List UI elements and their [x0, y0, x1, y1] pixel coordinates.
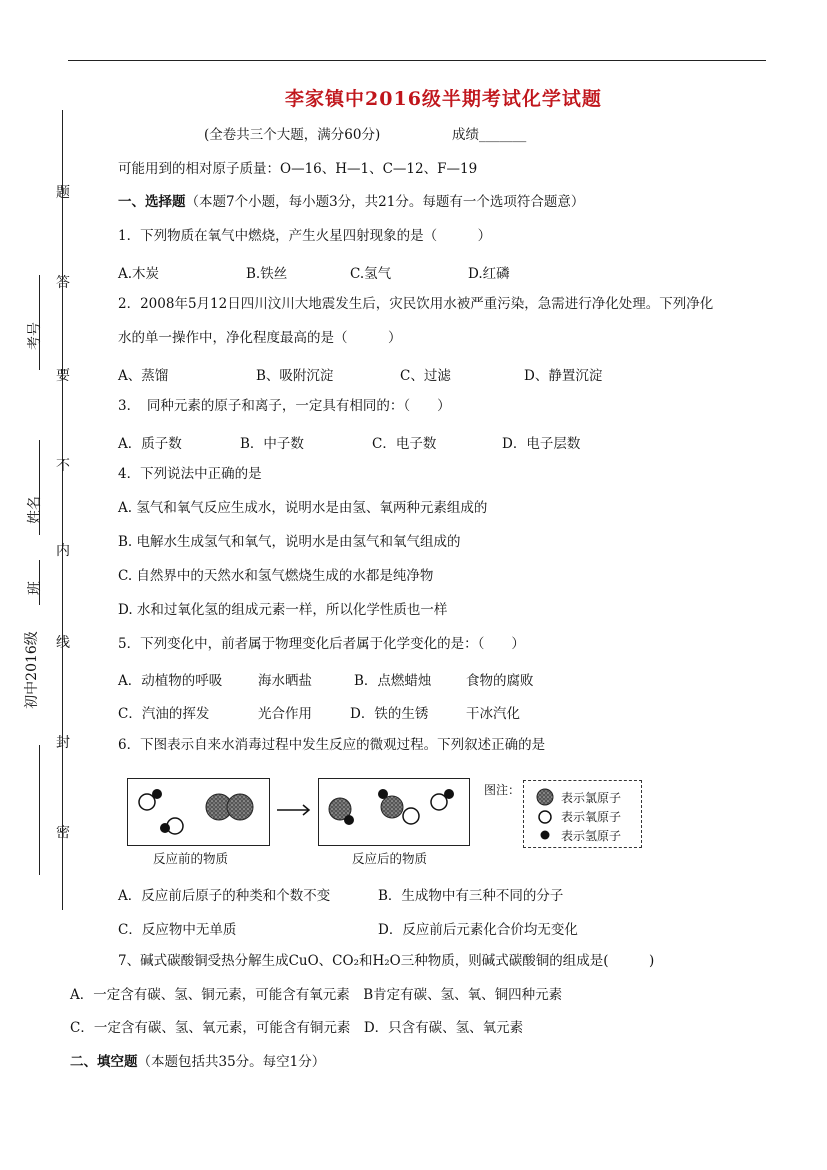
q2-option-a: A、蒸馏 [118, 368, 169, 384]
field-exam-number: 考号 [27, 322, 43, 350]
q4-stem: 4．下列说法中正确的是 [118, 466, 262, 482]
q5-option-b1: B．点燃蜡烛 [354, 673, 432, 689]
q6-option-d: D．反应前后元素化合价均无变化 [378, 922, 578, 938]
after-caption: 反应后的物质 [352, 851, 428, 866]
q5-option-c2: 光合作用 [258, 706, 312, 722]
q4-option-a: A. 氢气和氧气反应生成水，说明水是由氢、氧两种元素组成的 [118, 500, 488, 516]
score-field [452, 126, 526, 144]
q2-option-b: B、吸附沉淀 [256, 368, 334, 384]
seal-char-2: 答 [56, 275, 70, 291]
header-rule [68, 60, 766, 61]
q6-stem: 6．下图表示自来水消毒过程中发生反应的微观过程。下列叙述正确的是 [118, 737, 546, 753]
seal-char-4: 不 [56, 458, 70, 474]
hclo-molecule [378, 789, 419, 824]
field-class: 班 [27, 581, 43, 595]
legend-title: 图注： [484, 783, 521, 797]
q1-option-a: A.木炭 [118, 266, 160, 282]
q1-option-d: D.红磷 [468, 266, 510, 282]
section1-heading: 一、选择题 [118, 194, 186, 210]
q3-option-a: A．质子数 [118, 436, 182, 452]
seal-char-6: 线 [56, 635, 70, 651]
seal-char-7: 封 [56, 735, 70, 751]
q2-stem-cont: 水的单一操作中，净化程度最高的是（ ） [118, 330, 402, 346]
q5-option-b2: 食物的腐败 [466, 673, 534, 689]
q1-option-b: B.铁丝 [246, 266, 288, 282]
binding-line [62, 110, 63, 910]
q5-option-d1: D．铁的生锈 [350, 706, 429, 722]
hcl-molecule [329, 798, 354, 825]
q5-option-c1: C．汽油的挥发 [118, 706, 210, 722]
before-caption: 反应前的物质 [153, 851, 229, 866]
q1-option-c: C.氢气 [350, 266, 392, 282]
reaction-diagram [127, 776, 643, 868]
q5-option-d2: 干冰汽化 [466, 706, 520, 722]
q2-option-d: D、静置沉淀 [524, 368, 603, 384]
q3-option-c: C．电子数 [372, 436, 437, 452]
q1-stem: 1．下列物质在氧气中燃烧，产生火星四射现象的是（ ） [118, 228, 492, 244]
q7-options-cd: C．一定含有碳、氢、氧元素，可能含有铜元素 D．只含有碳、氢、氧元素 [70, 1020, 524, 1036]
q4-option-b: B. 电解水生成氢气和氧气，说明水是由氢气和氧气组成的 [118, 534, 461, 550]
page-title: 李家镇中2016级半期考试化学试题 [285, 88, 602, 110]
chlorine-molecule [206, 794, 253, 820]
section2-header [70, 1053, 325, 1071]
field-name: 姓名 [27, 496, 43, 524]
q4-option-c: C. 自然界中的天然水和氢气燃烧生成的水都是纯净物 [118, 568, 434, 584]
seal-char-3: 要 [56, 368, 70, 384]
water-molecule-1 [139, 789, 162, 810]
q6-option-b: B．生成物中有三种不同的分子 [378, 888, 564, 904]
q6-option-a: A．反应前后原子的种类和个数不变 [118, 888, 331, 904]
q7-stem: 7、碱式碳酸铜受热分解生成CuO、CO₂和H₂O三种物质，则碱式碳酸铜的组成是( ) [118, 953, 655, 969]
binding-dash-line-4 [39, 745, 40, 875]
q3-option-b: B．中子数 [240, 436, 304, 452]
water-molecule-2 [160, 818, 183, 834]
section2-heading: 二、填空题 [70, 1054, 138, 1070]
q7-options-ab: A．一定含有碳、氢、铜元素，可能含有氧元素 B肯定有碳、氢、氧、铜四种元素 [70, 987, 563, 1003]
section1-header [118, 193, 584, 211]
legend-hydrogen: 表示氢原子 [561, 829, 622, 843]
q6-option-c: C．反应物中无单质 [118, 922, 237, 938]
score-label: 成绩 [452, 127, 479, 143]
q3-stem: 3． 同种元素的原子和离子，一定具有相同的：（ ） [118, 398, 451, 414]
exam-info: (全卷共三个大题，满分60分) [204, 127, 381, 143]
field-grade: 初中2016级 [23, 631, 40, 709]
q2-option-c: C、过滤 [400, 368, 451, 384]
legend-chlorine: 表示氯原子 [561, 791, 622, 805]
legend-oxygen: 表示氧原子 [561, 810, 622, 824]
seal-char-5: 内 [56, 543, 70, 559]
section2-desc: （本题包括共35分。每空1分） [137, 1054, 326, 1070]
seal-char-1: 题 [56, 185, 70, 201]
water-molecule-3 [431, 789, 454, 810]
q2-stem: 2．2008年5月12日四川汶川大地震发生后，灾民饮用水被严重污染，急需进行净化处理。下列净化 [118, 296, 714, 312]
q5-stem: 5．下列变化中，前者属于物理变化后者属于化学变化的是：（ ） [118, 636, 525, 652]
atomic-masses: 可能用到的相对原子质量：O—16、H—1、C—12、F—19 [118, 161, 478, 177]
q4-option-d: D. 水和过氧化氢的组成元素一样，所以化学性质也一样 [118, 602, 448, 618]
q5-option-a2: 海水晒盐 [258, 673, 312, 689]
section1-desc: （本题7个小题，每小题3分，共21分。每题有一个选项符合题意） [185, 194, 585, 210]
q5-option-a1: A．动植物的呼吸 [118, 673, 223, 689]
score-blank: _______ [479, 127, 527, 143]
reaction-arrow [277, 805, 309, 815]
q3-option-d: D．电子层数 [502, 436, 581, 452]
seal-char-8: 密 [56, 825, 70, 841]
